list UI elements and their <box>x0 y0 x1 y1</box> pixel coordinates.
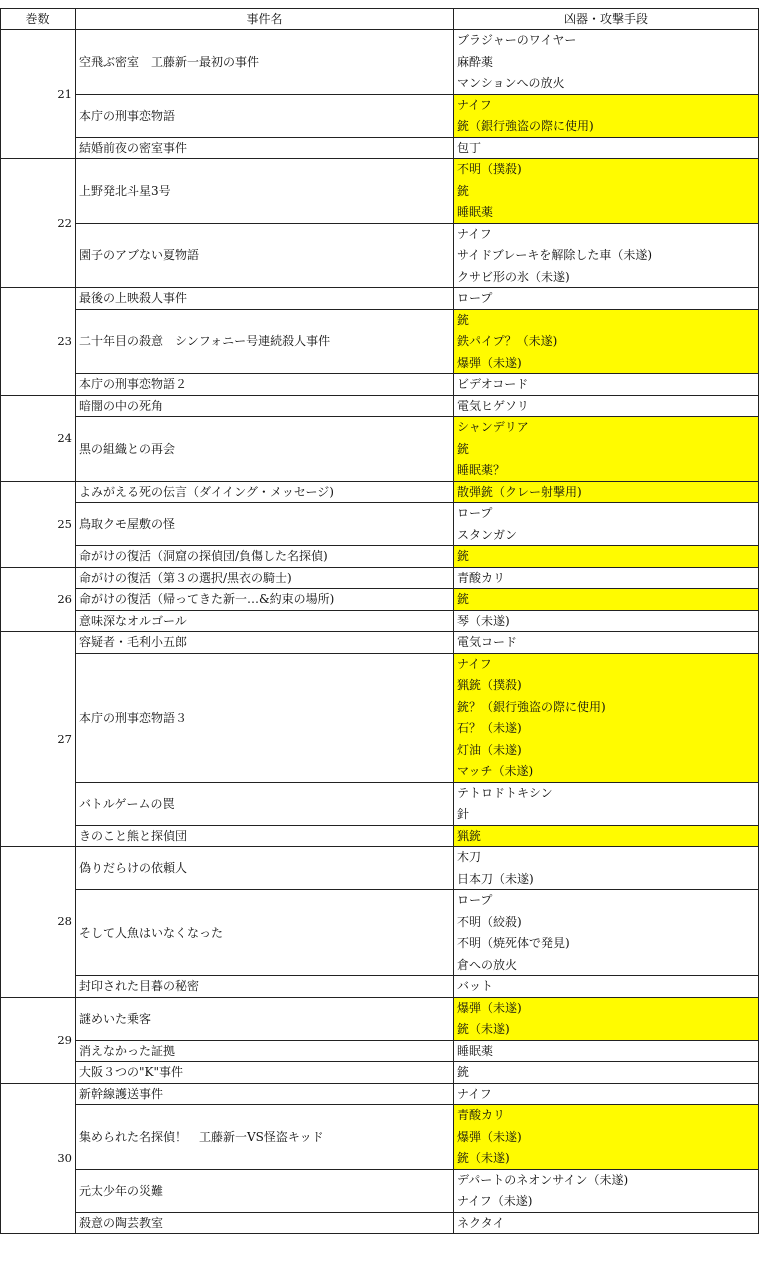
grid-line <box>0 1233 759 1234</box>
case-title: 命がけの復活（第３の選択/黒衣の騎士) <box>79 570 292 585</box>
weapon-cell <box>454 890 758 975</box>
weapon-cell <box>454 503 758 545</box>
weapon-item: 不明（焼死体で発見) <box>457 936 570 950</box>
weapon-item: 鉄パイプ？（未遂) <box>457 334 558 348</box>
case-title: バトルゲームの罠 <box>79 796 175 811</box>
weapon-item: 銃 <box>457 441 470 456</box>
weapon-cell <box>454 826 758 847</box>
weapon-item: 爆弾（未遂) <box>457 1129 522 1144</box>
weapon-item: ナイフ <box>457 1086 492 1101</box>
case-title: 本庁の刑事恋物語 <box>79 108 176 123</box>
grid-line <box>453 8 454 1234</box>
weapon-item: 睡眠薬 <box>457 205 494 219</box>
weapon-item: サイドブレーキを解除した車（未遂) <box>457 248 653 262</box>
weapon-cell <box>454 310 758 374</box>
weapon-item: 木刀 <box>457 850 482 864</box>
weapon-cell <box>454 847 758 889</box>
weapon-item: 猟銃（撲殺) <box>457 678 522 692</box>
weapon-item: ロープ <box>457 291 493 305</box>
case-title: 黒の組織との再会 <box>79 441 176 456</box>
weapon-cell <box>454 568 758 589</box>
case-title: よみがえる死の伝言（ダイイング・メッセージ) <box>79 484 334 499</box>
case-title: 本庁の刑事恋物語２ <box>79 377 188 392</box>
volume-number: 26 <box>57 591 72 606</box>
weapon-item: クサビ形の氷（未遂) <box>457 269 570 284</box>
weapon-cell <box>454 589 758 610</box>
case-title: そして人魚はいなくなった <box>79 925 224 940</box>
volume-number: 21 <box>57 86 72 101</box>
header-weapon: 凶器・攻撃手段 <box>563 12 648 26</box>
weapon-item: 電気コード <box>457 635 518 649</box>
weapon-item: 睡眠薬 <box>457 1043 494 1058</box>
case-title: 容疑者・毛利小五郎 <box>79 635 188 650</box>
weapon-item: ネクタイ <box>457 1215 505 1230</box>
weapon-item: 琴（未遂) <box>457 613 510 628</box>
weapon-cell <box>454 95 758 137</box>
weapon-cell <box>454 611 758 632</box>
weapon-item: 爆弾（未遂) <box>457 1000 522 1015</box>
volume-number: 29 <box>57 1032 72 1047</box>
weapon-item: バット <box>457 979 494 993</box>
volume-number: 22 <box>57 215 72 230</box>
case-title: きのこと熊と探偵団 <box>79 828 188 843</box>
weapon-item: 爆弾（未遂) <box>457 355 522 370</box>
weapon-cell <box>454 1041 758 1062</box>
weapon-cell <box>454 1170 758 1212</box>
weapon-item: 日本刀（未遂) <box>457 871 534 886</box>
weapon-cell <box>454 1084 758 1105</box>
case-title: 命がけの復活（帰ってきた新一…&約束の場所) <box>79 592 335 607</box>
weapon-cell <box>454 1105 758 1169</box>
weapon-cell <box>454 482 758 503</box>
case-title: 封印された目暮の秘密 <box>79 979 200 994</box>
case-title: 空飛ぶ密室 工藤新一最初の事件 <box>79 54 260 69</box>
case-title: 暗闇の中の死角 <box>79 398 164 413</box>
weapon-item: 針 <box>457 807 470 821</box>
weapon-item: デパートのネオンサイン（未遂) <box>457 1172 629 1187</box>
volume-number: 24 <box>57 430 72 445</box>
grid-line <box>758 8 759 1234</box>
weapon-item: 青酸カリ <box>457 570 506 585</box>
weapon-cell <box>454 783 758 825</box>
weapon-cell <box>454 546 758 567</box>
weapon-item: 銃（銀行強盗の際に使用) <box>457 119 594 133</box>
grid-line <box>75 8 76 1234</box>
case-title: 謎めいた乗客 <box>79 1011 152 1026</box>
case-title: 結婚前夜の密室事件 <box>79 140 188 155</box>
weapon-item: マンションへの放火 <box>457 76 565 90</box>
weapon-item: 青酸カリ <box>457 1108 506 1122</box>
volume-number: 25 <box>57 516 72 531</box>
volume-number: 23 <box>57 333 72 348</box>
weapon-item: ロープ <box>457 506 493 520</box>
weapon-item: 銃（未遂) <box>457 1022 510 1036</box>
weapon-item: マッチ（未遂) <box>457 764 534 778</box>
volume-number: 27 <box>57 731 72 746</box>
header-case: 事件名 <box>246 12 283 26</box>
case-title: 本庁の刑事恋物語３ <box>79 710 188 725</box>
weapon-item: 銃 <box>457 312 470 327</box>
weapon-item: ロープ <box>457 893 493 907</box>
weapon-item: 不明（絞殺) <box>457 914 522 929</box>
weapon-item: 倉への放火 <box>457 957 518 972</box>
weapon-item: 散弾銃（クレー射撃用) <box>457 484 582 499</box>
weapon-item: 灯油（未遂) <box>457 742 522 757</box>
case-title: 偽りだらけの依頼人 <box>79 861 188 875</box>
case-title: 命がけの復活（洞窟の探偵団/負傷した名探偵) <box>79 549 328 564</box>
weapon-cell <box>454 417 758 481</box>
weapon-cell <box>454 288 758 309</box>
weapon-item: 睡眠薬？ <box>457 463 506 477</box>
weapon-cell <box>454 30 758 94</box>
case-title: 意味深なオルゴール <box>79 613 187 628</box>
case-title: 殺意の陶芸教室 <box>79 1215 164 1230</box>
weapon-item: ナイフ <box>457 97 492 112</box>
weapon-item: 銃 <box>457 183 470 198</box>
volume-number: 28 <box>57 914 72 929</box>
volume-number: 30 <box>57 1150 72 1165</box>
weapon-cell <box>454 1062 758 1083</box>
weapon-item: テトロドトキシン <box>457 785 553 800</box>
weapon-cell <box>454 998 758 1040</box>
weapon-item: 銃（未遂) <box>457 1151 510 1165</box>
case-title: 鳥取クモ屋敷の怪 <box>79 517 176 531</box>
weapon-item: 銃 <box>457 1065 470 1079</box>
weapon-cell <box>454 138 758 159</box>
weapon-item: 包丁 <box>457 140 482 155</box>
case-title: 新幹線護送事件 <box>79 1086 164 1101</box>
case-title: 元太少年の災難 <box>79 1183 164 1198</box>
weapon-item: 銃 <box>457 592 470 606</box>
grid-line <box>0 8 759 9</box>
case-title: 最後の上映殺人事件 <box>79 291 188 306</box>
case-title: 集められた名探偵！ 工藤新一VS怪盗キッド <box>79 1129 324 1144</box>
weapon-item: 麻酔薬 <box>457 54 494 69</box>
weapon-item: ブラジャーのワイヤー <box>457 33 577 47</box>
weapon-item: 猟銃 <box>457 828 482 843</box>
weapon-cell <box>454 976 758 997</box>
weapon-item: 石？（未遂) <box>457 721 522 735</box>
weapon-item: 電気ヒゲソリ <box>457 398 529 413</box>
case-title: 上野発北斗星3号 <box>79 183 171 198</box>
weapon-cell <box>454 632 758 653</box>
weapon-item: スタンガン <box>457 527 518 542</box>
weapon-cell <box>454 374 758 395</box>
weapon-item: 不明（撲殺) <box>457 162 522 176</box>
case-title: 消えなかった証拠 <box>79 1043 176 1058</box>
weapon-cell <box>454 396 758 417</box>
weapon-item: ナイフ <box>457 226 492 241</box>
weapon-item: 銃 <box>457 549 470 563</box>
weapon-item: シャンデリア <box>457 420 529 434</box>
weapon-item: 銃？（銀行強盗の際に使用) <box>457 699 606 714</box>
case-title: 園子のアブない夏物語 <box>79 248 200 263</box>
weapon-item: ビデオコード <box>457 377 529 391</box>
grid-line <box>0 8 1 1234</box>
weapon-cell <box>454 654 758 782</box>
weapon-item: ナイフ（未遂) <box>457 1194 533 1208</box>
weapon-cell <box>454 224 758 288</box>
weapon-cell <box>454 159 758 223</box>
weapon-item: ナイフ <box>457 656 492 671</box>
case-title: 大阪３つの"K"事件 <box>79 1065 184 1080</box>
header-volume: 巻数 <box>25 12 50 26</box>
case-title: 二十年目の殺意 シンフォニー号連続殺人事件 <box>79 334 331 349</box>
weapon-cell <box>454 1213 758 1234</box>
